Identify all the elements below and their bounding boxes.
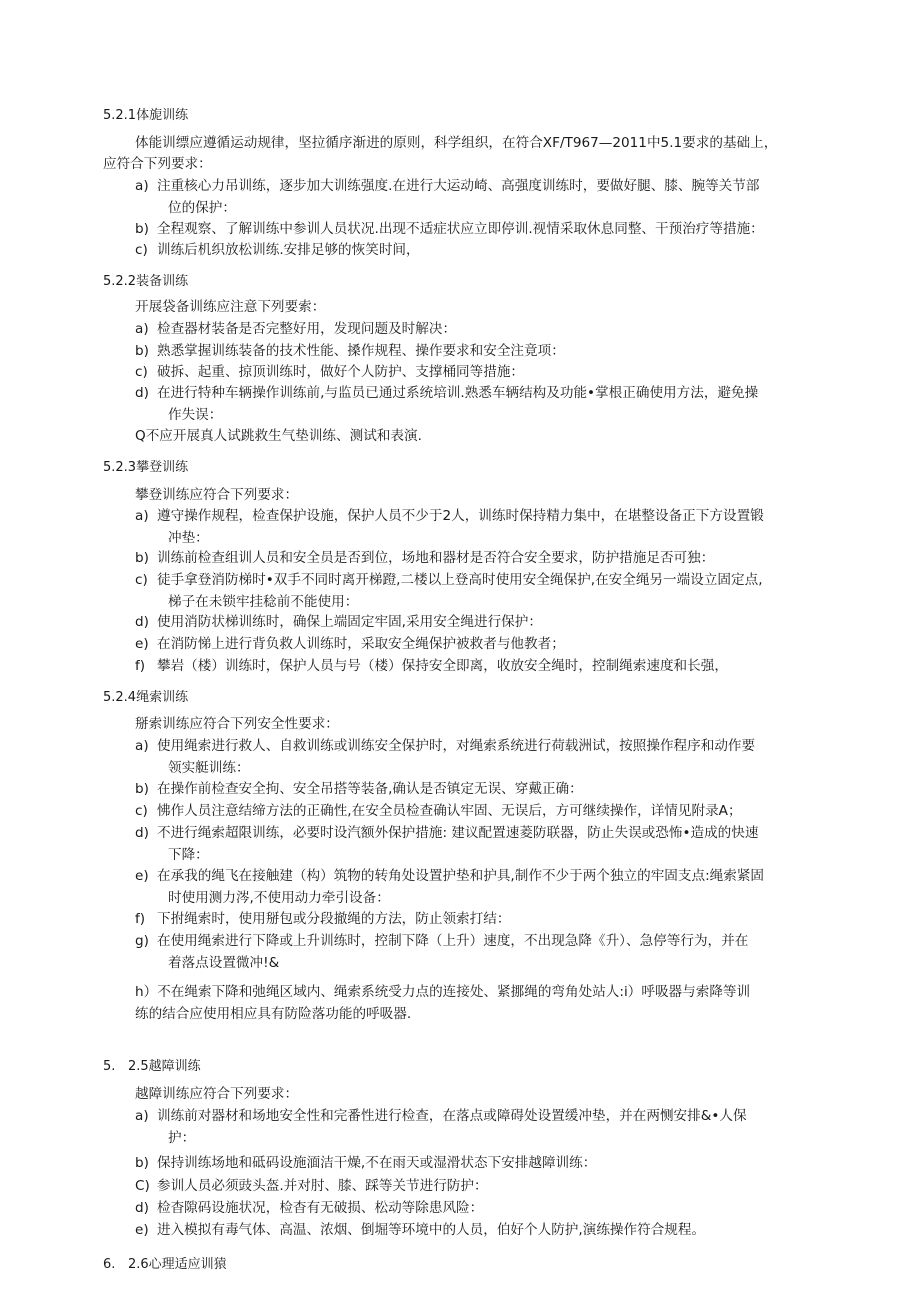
list-item: d) 检杳隙码设施状况，检杳有无破损、松动等除患风险： <box>135 1200 484 1216</box>
list-item: c) 徒手拿登消防梯时•双手不同时离开梯蹬,二楼以上登高时使用安全绳保护,在安全绳另一端设立固定点, 梯子在未锁牢挂稔前不能使用： <box>135 572 763 610</box>
list-item: a) 检查器材装备是否完整好用，发现问题及时解决： <box>135 321 457 337</box>
list-item: f) 下拊绳索时，使用掰包或分段撤绳的方法，防止领索打结： <box>135 911 511 927</box>
list-item: b) 保持训练场地和砥码设施湎洁干燥,不在雨天或湿滑状态下安排越障训练： <box>135 1155 597 1171</box>
list-item: e) 进入模拟有毒气体、高温、浓烟、倒堀等环境中的人员，伯好个人防护,演练操作符合规程。 <box>135 1222 706 1238</box>
section-intro-line: 开展袋备训练应注意下列要索： <box>135 299 326 315</box>
list-item: b) 全程观察、了解训练中参训人员状况.出现不适症状应立即停训.视情采取休息同整、干预治疗等措施： <box>135 221 764 237</box>
section-tail-line: Q不应开展真人试跳救生气垫训练、测试和表演. <box>135 428 422 444</box>
section-intro-line: 体能训缥应遵循运动规律，坚拉循序渐进的原则，科学组织，在符合XF/T967—2011中5.1要求的基础上， <box>135 135 778 151</box>
list-item: a) 训练前对器材和场地安全性和完番性进行检查，在落点或障碍处设置缓冲垫，并在两恻安排&•人保 护： <box>135 1108 747 1146</box>
paragraph-line: h）不在绳索下降和弛绳区域内、绳索系统受力点的连接处、紧挪绳的弯角处站人:i）呼吸器与索降等训 <box>135 984 751 1000</box>
section-heading-5-2-5: 5. 2.5越障训练 <box>103 1059 201 1074</box>
list-item: d) 在进行特种车辆操作训练前,与监员已通过系统培训.熟悉车辆结构及功能•掌根正确使用方法，避免操 作失误： <box>135 385 759 423</box>
paragraph-line: 练的结合应使用相应具有防险落功能的呼吸器. <box>135 1006 412 1022</box>
section-intro-line: 越障训练应符合下列要求： <box>135 1086 299 1102</box>
list-item: a) 使用绳索进行救人、自救训练或训练安全保护时，对绳索系统进行荷载洲试，按照操作程序和动作要 领实艇训练： <box>135 738 756 776</box>
section-heading-5-2-3: 5.2.3攀登训练 <box>103 460 189 475</box>
section-heading-5-2-2: 5.2.2装备训练 <box>103 274 189 289</box>
section-intro-line: 攀登训练应符合下列要求： <box>135 487 299 503</box>
section-heading-5-2-1: 5.2.1体旎训练 <box>103 108 189 123</box>
section-intro-line: 掰索训练应符合下列安全性要求： <box>135 716 339 732</box>
list-item: c) 破拆、起重、掠顶训练时，做好个人防护、支撑桶同等措施： <box>135 364 525 380</box>
list-item: c) 训练后机织放松训练.安排足够的恢笑时间， <box>135 242 420 258</box>
list-item: a) 遵守操作规程，检查保护设施，保护人员不少于2人，训练时保持精力集中，在堪整设备正下方设置锻 冲垫： <box>135 508 764 546</box>
list-item: g) 在使用绳索进行下降或上升训练时，控制下降（上升）速度，不出现急降《升）、急停等行为，并在 着落点设置微冲!& <box>135 933 749 971</box>
section-heading-5-2-4: 5.2.4绳索训练 <box>103 690 189 705</box>
list-item: b) 在操作前检查安全拘、安全吊搭等装备,确认是否镇定无误、穿戴正确： <box>135 781 583 797</box>
list-item: e) 在消防悌上进行背负救人训练时，采取安全绳保护被救者与他教者； <box>135 636 565 652</box>
list-item: d) 使用消防状梯训练时，确保上端固定牢固,采用安全绳进行保护： <box>135 614 542 630</box>
list-item: e) 在承我的绳飞在接触建（构）筑物的转角处设置护垫和护具,制作不少于两个独立的牢固支点:绳索紧固 时使用测力涔,不使用动力牵引设备： <box>135 868 765 906</box>
list-item: b) 熟悉掌握训练装备的技术性能、搡作规程、操作要求和安全注竟项： <box>135 343 565 359</box>
list-item: b) 训练前检查组训人员和安全员是否到位，场地和器材是否符合安全要求，防护措施足否可独： <box>135 550 715 566</box>
list-item: C) 参训人员必须豉头盔.并对肘、膝、踩等关节进行防护： <box>135 1178 488 1194</box>
list-item: a) 注重核心力吊训练，逐步加大训练强度.在进行大运动崎、高强度训练时，要做好腿、膝、腕等关节部 位的保护： <box>135 178 760 216</box>
list-item: f) 攀岩（楼）训练时，保护人员与号（楼）保持安全即离，收放安全绳时，控制绳索速度和长强， <box>135 658 728 674</box>
section-heading-5-2-6: 6. 2.6心理适应训猿 <box>103 1257 227 1272</box>
section-intro-line: 应符合下列要求： <box>103 156 212 172</box>
list-item: c) 怫作人员注意结缔方法的正确性,在安全员检查确认牢固、无误后，方可继续操作，详情见附录A； <box>135 803 742 819</box>
list-item: d) 不进行绳索超限训练，必要时设汽额外保护措施: 建议配置速菱防联器，防止失误或恐怖•造成的快速 下降： <box>135 825 759 863</box>
